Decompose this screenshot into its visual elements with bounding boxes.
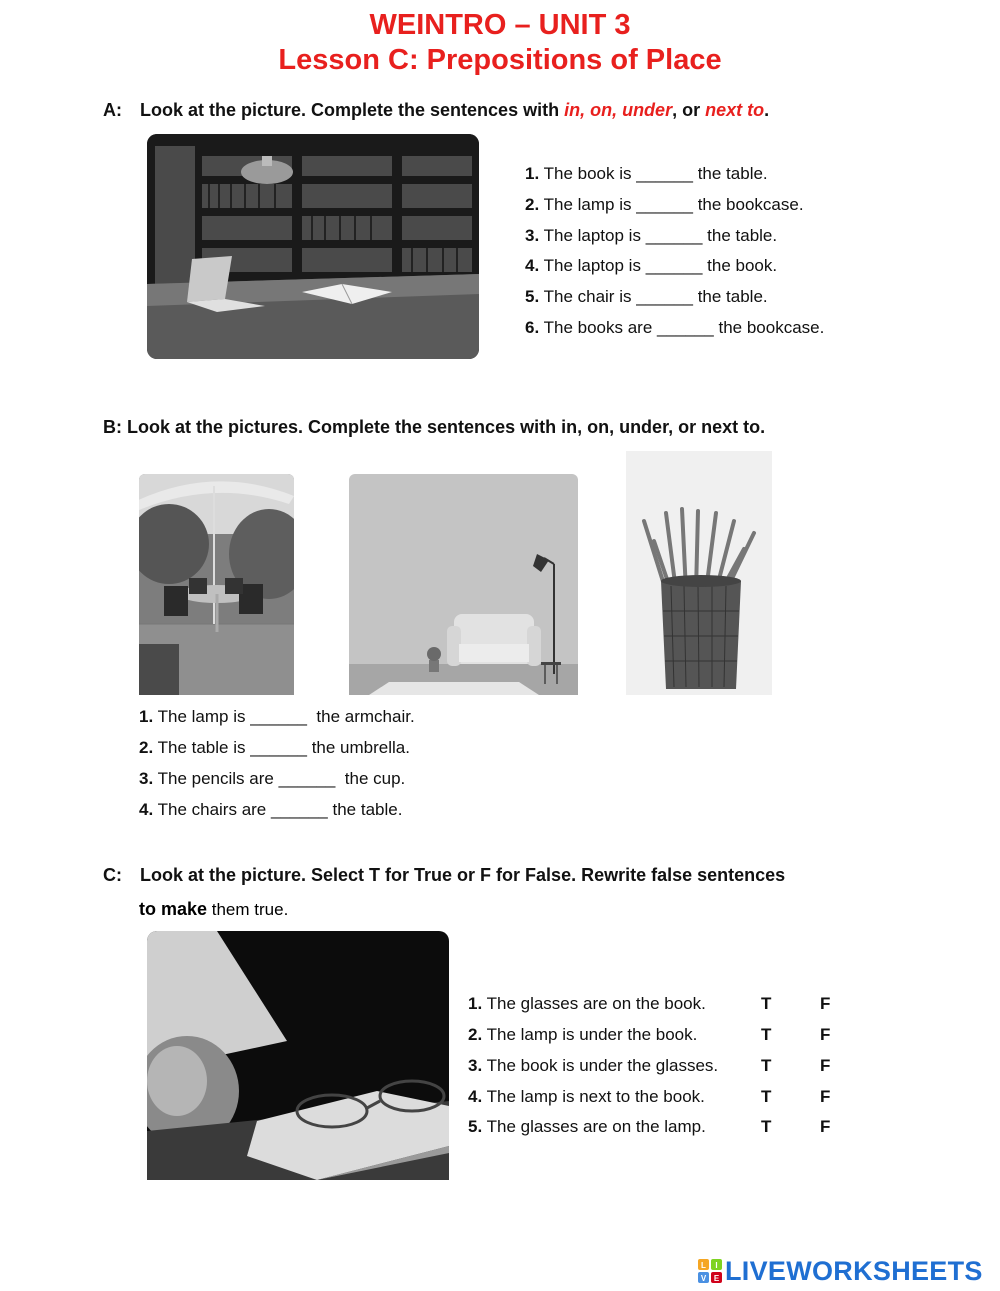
item-number: 4. (525, 256, 540, 275)
pencil-cup-photo (626, 451, 772, 695)
answer-blank[interactable]: ______ (271, 800, 328, 819)
answer-blank[interactable]: ______ (657, 318, 714, 337)
section-a-instruction-text: Look at the picture. Complete the sentences with (140, 100, 565, 120)
true-option[interactable]: T (761, 1087, 772, 1106)
list-item (468, 1025, 697, 1045)
list-item (468, 1117, 706, 1137)
item-number: 4. (468, 1087, 483, 1106)
item-text: the table. (707, 226, 778, 245)
item-text: The chair is (543, 287, 632, 306)
list-item (468, 994, 706, 1014)
icon-letter-v: V (700, 1274, 707, 1283)
item-number: 2. (139, 738, 154, 757)
section-a-label: A: (103, 100, 122, 120)
item-text: The lamp is under the book. (486, 1025, 698, 1044)
list-item (525, 226, 777, 246)
false-option[interactable]: F (820, 1025, 831, 1044)
item-number: 2. (468, 1025, 483, 1044)
item-text: The glasses are on the book. (486, 994, 706, 1013)
item-text: The table is (157, 738, 246, 757)
answer-blank[interactable]: ______ (250, 707, 307, 726)
library-photo (147, 134, 479, 359)
liveworksheets-wordmark: LIVEWORKSHEETS (725, 1256, 983, 1286)
item-number: 6. (525, 318, 540, 337)
liveworksheets-icon (698, 1259, 722, 1283)
item-text: The lamp is (157, 707, 246, 726)
false-option[interactable]: F (820, 1087, 831, 1106)
item-text: The books are (543, 318, 653, 337)
item-number: 5. (525, 287, 540, 306)
liveworksheets-logo[interactable] (698, 1256, 994, 1286)
false-option[interactable]: F (820, 994, 831, 1013)
answer-blank[interactable]: ______ (645, 226, 703, 245)
icon-letter-i: I (715, 1261, 718, 1270)
item-text: the umbrella. (311, 738, 410, 757)
lamp-book-photo (147, 931, 449, 1180)
item-number: 4. (139, 800, 154, 819)
list-item (139, 800, 402, 820)
item-text: The laptop is (543, 226, 641, 245)
answer-blank[interactable]: ______ (250, 738, 307, 757)
item-text: the table. (697, 164, 768, 183)
item-text: the book. (707, 256, 778, 275)
section-c-label: C: (103, 865, 122, 885)
true-option[interactable]: T (761, 1025, 772, 1044)
answer-blank[interactable]: ______ (636, 287, 693, 306)
item-number: 1. (525, 164, 540, 183)
item-text: the bookcase. (697, 195, 804, 214)
item-number: 3. (525, 226, 540, 245)
patio-photo (139, 474, 294, 695)
section-c-instruction (103, 865, 785, 886)
item-number: 5. (468, 1117, 483, 1136)
icon-letter-e: E (713, 1274, 720, 1283)
item-text: The lamp is (543, 195, 632, 214)
item-text: The chairs are (157, 800, 267, 819)
item-text: The pencils are (157, 769, 274, 788)
item-text: the cup. (340, 769, 406, 788)
list-item (139, 769, 405, 789)
page-subtitle: Lesson C: Prepositions of Place (278, 44, 722, 76)
answer-blank[interactable]: ______ (645, 256, 703, 275)
item-text: the armchair. (311, 707, 415, 726)
false-option[interactable]: F (820, 1056, 831, 1075)
item-text: The laptop is (543, 256, 641, 275)
section-a-or: , or (672, 100, 706, 120)
false-option[interactable]: F (820, 1117, 831, 1136)
true-option[interactable]: T (761, 1056, 772, 1075)
item-number: 1. (139, 707, 154, 726)
item-text: The glasses are on the lamp. (486, 1117, 706, 1136)
answer-blank[interactable]: ______ (636, 195, 693, 214)
section-c-instruction-line2 (139, 899, 288, 920)
armchair-photo (349, 474, 578, 695)
section-a-period: . (764, 100, 770, 120)
list-item (525, 318, 824, 338)
list-item (139, 738, 410, 758)
list-item (525, 195, 804, 215)
item-text: the bookcase. (718, 318, 825, 337)
section-a-options: in, on, under (564, 100, 673, 120)
list-item (525, 256, 777, 276)
list-item (525, 164, 768, 184)
section-b-instruction: B: Look at the pictures. Complete the sentences with in, on, under, or next to. (103, 417, 766, 437)
item-text: the table. (697, 287, 768, 306)
true-option[interactable]: T (761, 1117, 772, 1136)
page-title: WEINTRO – UNIT 3 (369, 9, 631, 41)
item-text: the table. (332, 800, 403, 819)
section-c-instruction-text: Look at the picture. Select T for True or F for False. Rewrite false sentences (140, 865, 786, 885)
item-number: 1. (468, 994, 483, 1013)
answer-blank[interactable]: ______ (278, 769, 336, 788)
section-c-instruction-bold: to make (139, 899, 208, 919)
list-item (525, 287, 768, 307)
list-item (468, 1087, 705, 1107)
list-item (468, 1056, 718, 1076)
icon-letter-l: L (701, 1261, 706, 1270)
true-option[interactable]: T (761, 994, 772, 1013)
section-c-instruction-rest: them true. (207, 900, 289, 919)
answer-blank[interactable]: ______ (636, 164, 693, 183)
item-text: The lamp is next to the book. (486, 1087, 705, 1106)
item-text: The book is (543, 164, 632, 183)
section-a-instruction (103, 100, 769, 121)
item-number: 3. (468, 1056, 483, 1075)
section-a-next-to: next to (705, 100, 765, 120)
list-item (139, 707, 415, 727)
item-number: 3. (139, 769, 154, 788)
item-number: 2. (525, 195, 540, 214)
item-text: The book is under the glasses. (486, 1056, 719, 1075)
